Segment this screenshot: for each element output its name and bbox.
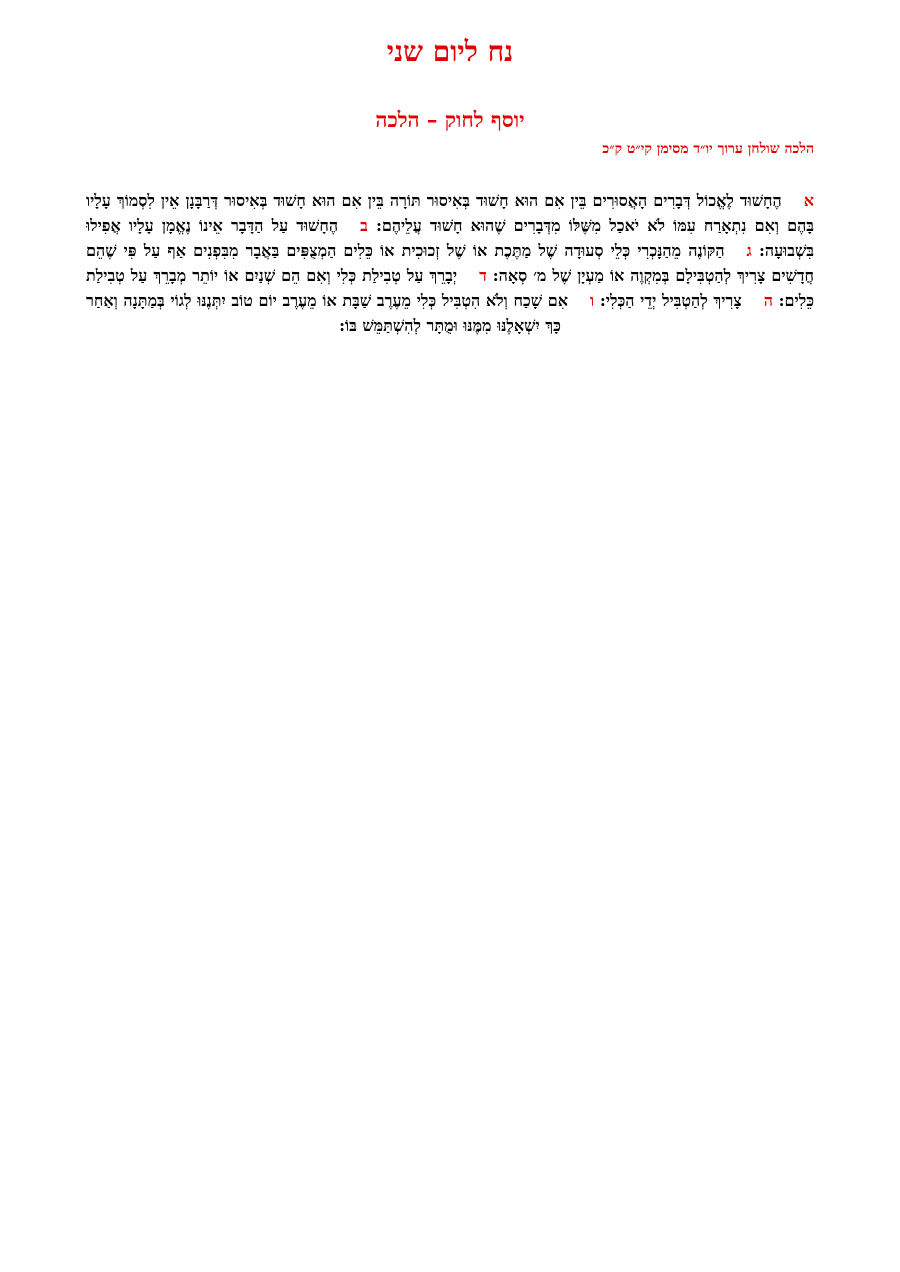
paragraph-letter: ד (479, 266, 487, 285)
paragraph-text: אִם שָׁכַח וְלֹא הִטְבִּיל כְּלִי מֵעֶרֶב שַׁבָּת אוֹ מֵעֶרֶב יוֹם טוֹב יִתְּנֶנּוּ לְגוֹי בְּמַתָּנָה וְאַחַר כָּךְ יִשְׁאָלֶנּוּ מִמֶּנּוּ וּמֻתָּר לְהִשְׁתַּמֵּשׁ בּוֹ: (86, 291, 569, 335)
paragraph-text: הַקּוֹנֶה מֵהַנָּכְרִי כְּלֵי סְעוּדָה שֶׁל מַתֶּכֶת אוֹ שֶׁל זְכוּכִית אוֹ כֵּלִים הַמְצֻפִּים בַּאֲבָר מִבִּפְנִים אַף עַל פִּי שֶׁהֵם חֲדָשִׁים צָרִיךְ לְהַטְבִּילָם בְּמִקְוֶה אוֹ מַעְיָן שֶׁל מ׳ סְאָה: (86, 241, 814, 285)
paragraph-letter: ב (360, 216, 368, 235)
paragraph-text: יְבָרֵךְ עַל טְבִילַת כְּלִי וְאִם הֵם שְׁנַיִם אוֹ יוֹתֵר מְבָרֵךְ עַל טְבִילַת כֵּלִים: (86, 266, 815, 310)
page-title: נח ליום שני (386, 35, 514, 68)
halacha-text-block (86, 188, 814, 338)
source-reference: הלכה שולחן ערוך יו״ד מסימן קי״ט ק״כ (602, 141, 814, 157)
paragraph-letter: ה (763, 291, 773, 310)
paragraph-text: הֶחָשׁוּד עַל הַדָּבָר אֵינוֹ נֶאֱמָן עָלָיו אֲפִילוּ בִּשְׁבוּעָה: (86, 216, 814, 260)
paragraph-letter: ג (746, 241, 752, 260)
paragraph-letter: א (803, 191, 814, 210)
section-title: יוסף לחוק – הלכה (375, 107, 525, 132)
paragraph-letter: ו (590, 291, 595, 310)
paragraph-text: צָרִיךְ לְהַטְבִּיל יְדֵי הַכְּלִי: (599, 291, 742, 310)
paragraph-text: הֶחָשׁוּד לֶאֱכוֹל דְּבָרִים הָאֲסוּרִים בֵּין אִם הוּא חָשׁוּד בְּאִיסוּר תּוֹרָה בֵּין אִם הוּא חָשׁוּד בְּאִיסוּר דְּרַבָּנָן אֵין לִסְמוֹךְ עָלָיו בָּהֶם וְאִם נִתְאָרַח עִמּוֹ לֹא יֹאכַל מִשֶּׁלּוֹ מִדְּבָרִים שֶׁהוּא חָשׁוּד עֲלֵיהֶם: (86, 191, 815, 235)
